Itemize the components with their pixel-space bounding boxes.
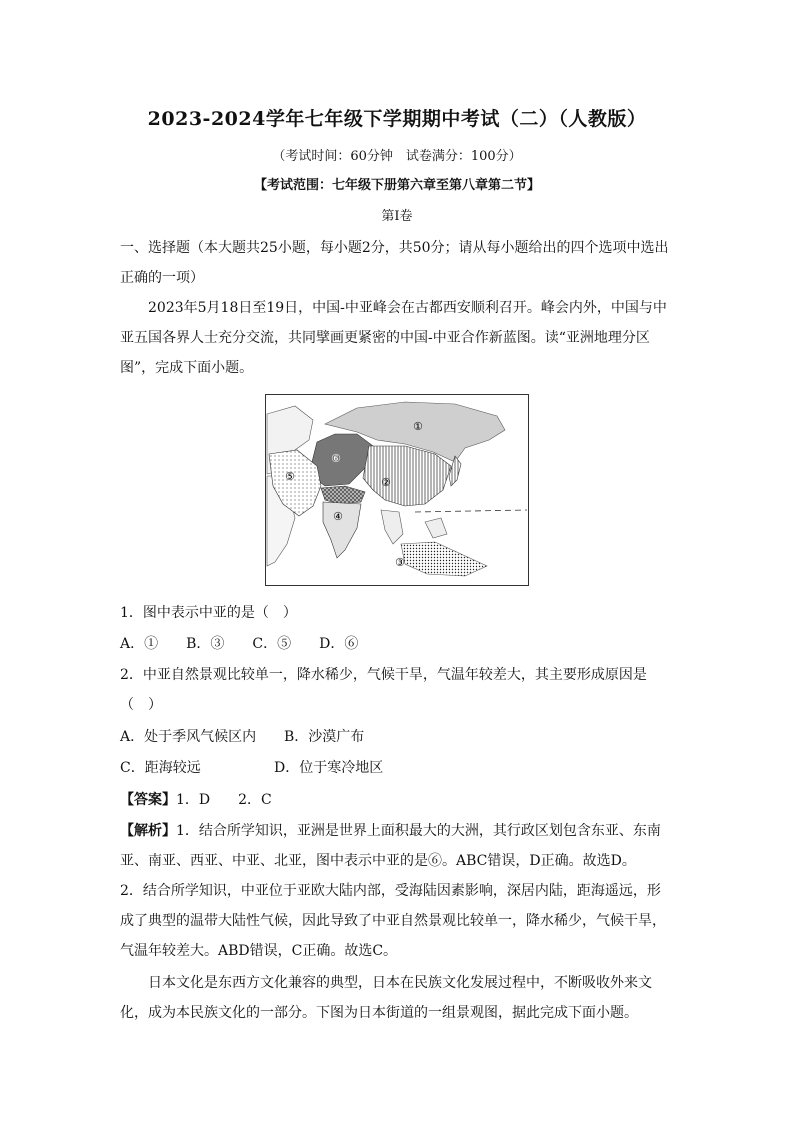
- answer-line: [120, 789, 272, 809]
- question-2-option-d: D．位于寒冷地区: [274, 760, 384, 776]
- question-2-option-c: C．距海较远: [120, 760, 201, 776]
- map-label-4: ④: [333, 510, 343, 523]
- map-label-2: ②: [381, 476, 391, 489]
- exam-scope: 【考试范围：七年级下册第六章至第八章第二节】: [253, 178, 540, 193]
- map-label-3: ③: [395, 556, 405, 569]
- map-label-6: ⑥: [331, 452, 341, 465]
- analysis-block: [120, 816, 672, 876]
- map-label-5: ⑤: [285, 470, 295, 483]
- answer-text: 1．D 2．C: [176, 792, 272, 808]
- volume-label: 第Ⅰ卷: [381, 209, 413, 224]
- question-intro: 2023年5月18日至19日，中国-中亚峰会在古都西安顺利召开。峰会内外，中国与中亚五国各界人士充分交流，共同擘画更紧密的中国-中亚合作新蓝图。读“亚洲地理分区图”，完成下面小题。: [120, 300, 667, 376]
- analysis-label: 【解析】: [120, 823, 176, 839]
- asia-region-map: [265, 394, 529, 586]
- question-1-stem: 1．图中表示中亚的是（ ）: [120, 605, 297, 621]
- question-2-option-a: A．处于季风气候区内: [120, 729, 257, 745]
- answer-label: 【答案】: [120, 792, 176, 808]
- map-label-1: ①: [413, 420, 423, 433]
- exam-title: 2023-2024学年七年级下学期期中考试（二）（人教版）: [147, 108, 647, 130]
- question-2-option-b: B．沙漠广布: [284, 729, 365, 745]
- analysis-part-2: 2．结合所学知识，中亚位于亚欧大陆内部，受海陆因素影响，深居内陆，距海遥远，形成了典型的温带大陆性气候，因此导致了中亚自然景观比较单一，降水稀少，气候干旱，气温年较差大。ABD错误，C正确。故选C。: [120, 883, 666, 959]
- question-2-stem: 2．中亚自然景观比较单一，降水稀少，气候干旱，气温年较差大，其主要形成原因是: [120, 667, 647, 683]
- question-intro-2: 日本文化是东西方文化兼容的典型，日本在民族文化发展过程中，不断吸收外来文化，成为本民族文化的一部分。下图为日本街道的一组景观图，据此完成下面小题。: [120, 975, 652, 1021]
- question-2-paren: （ ）: [120, 697, 162, 713]
- section-heading: 一、选择题（本大题共25小题，每小题2分，共50分；请从每小题给出的四个选项中选出正确的一项）: [120, 240, 669, 286]
- analysis-part-1: 1．结合所学知识，亚洲是世界上面积最大的大洲，其行政区划包含东亚、东南亚、南亚、西亚、中亚、北亚，图中表示中亚的是⑥。ABC错误，D正确。故选D。: [120, 823, 661, 869]
- question-1-options: A．① B．③ C．⑤ D．⑥: [120, 636, 359, 652]
- exam-time-info: （考试时间：60分钟 试卷满分：100分）: [272, 149, 522, 164]
